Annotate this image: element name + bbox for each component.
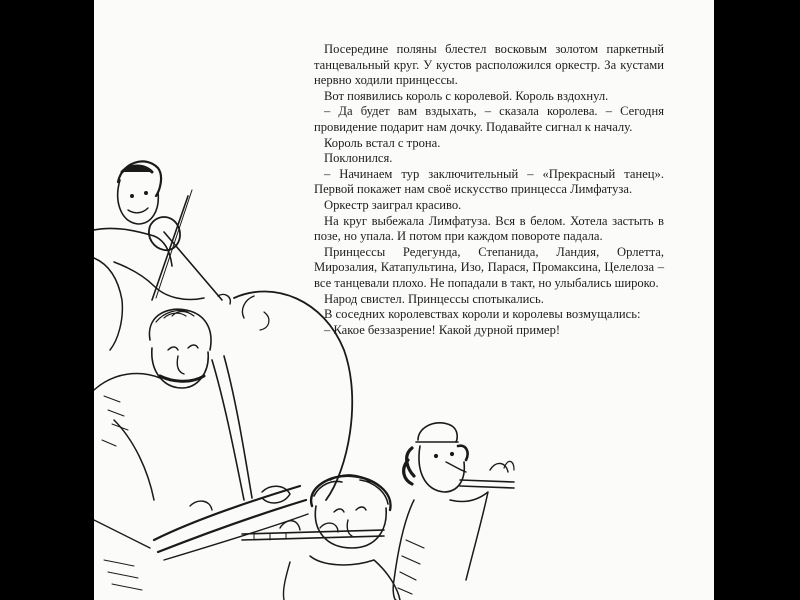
flute-player-figure [242,475,400,600]
book-page [94,0,714,600]
paragraph: В соседних королевствах короли и королевы возмущались: [324,307,641,322]
violinist-figure [94,161,230,350]
paragraph: – Начинаем тур заключительный – «Прекрасный танец». Первой покажет нам своё искусство принцесса Лимфатуза. [314,166,664,197]
paragraph: Народ свистел. Принцессы спотыкались. [324,291,544,306]
story-text [314,42,664,338]
paragraph: Вот появились король с королевой. Король вздохнул. [324,88,609,103]
paragraph: На круг выбежала Лимфатуза. Вся в белом. Хотела застыть в позе, но упала. И потом при каждом повороте падала. [314,213,664,244]
paragraph: Король встал с трона. [324,135,441,150]
paragraph: Посередине поляны блестел восковым золотом паркетный танцевальный круг. У кустов расположился оркестр. За кустами нервно ходили принцессы. [314,42,664,88]
paragraph: Оркестр заиграл красиво. [324,197,462,212]
paragraph: – Да будет вам вздыхать, – сказала королева. – Сегодня провидение подарит нам дочку. Подавайте сигнал к началу. [314,104,664,134]
paragraph: Поклонился. [324,151,393,166]
paragraph: Принцессы Редегунда, Степанида, Ландия, Орлетта, Мирозалия, Катапультина, Изо, Парася, Промаксина, Целелоза – все танцевали плохо. Не попадали в такт, но улыбались широко. [314,244,664,290]
piccolo-player-figure [393,423,514,600]
paragraph: – Какое беззазрение! Какой дурной пример! [324,322,561,337]
